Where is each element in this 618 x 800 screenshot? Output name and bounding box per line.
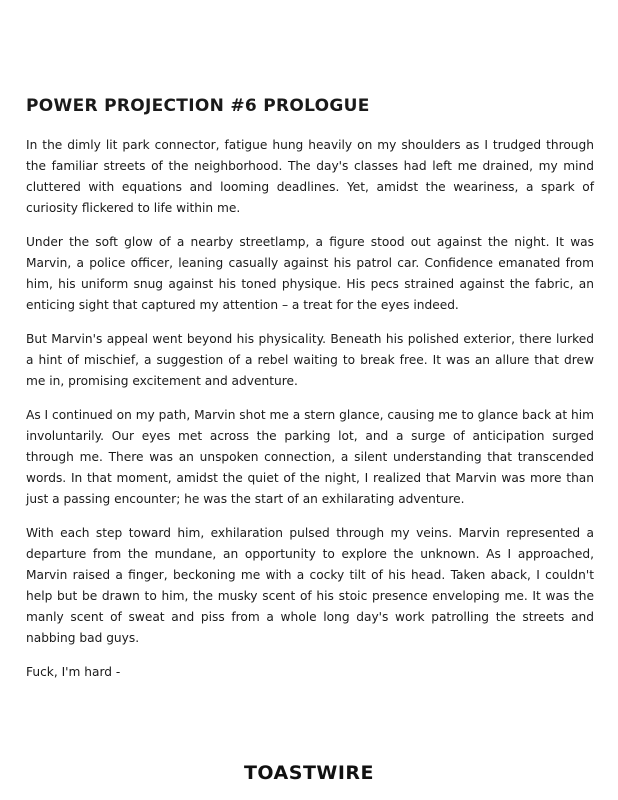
brand-logo-text: TOASTWIRE: [243, 762, 375, 784]
paragraph: Fuck, I'm hard -: [26, 665, 121, 679]
brand-logo: [0, 762, 618, 784]
document-body: [26, 94, 594, 696]
paragraph: As I continued on my path, Marvin shot me a stern glance, causing me to glance back at him involuntarily. Our eyes met across the parking lot, and a surge of anticipation surged through me. There was an unspoken connection, a silent understanding that transcended words. In that moment, amidst the quiet of the night, I realized that Marvin was more than just a passing encounter; he was the start of an exhilarating adventure.: [26, 408, 594, 506]
paragraph: In the dimly lit park connector, fatigue hung heavily on my shoulders as I trudged through the familiar streets of the neighborhood. The day's classes had left me drained, my mind cluttered with equations and looming deadlines. Yet, amidst the weariness, a spark of curiosity flickered to life within me.: [26, 138, 594, 215]
paragraph: But Marvin's appeal went beyond his physicality. Beneath his polished exterior, there lurked a hint of mischief, a suggestion of a rebel waiting to break free. It was an allure that drew me in, promising excitement and adventure.: [26, 332, 594, 388]
document-title: POWER PROJECTION #6 PROLOGUE: [26, 96, 370, 116]
paragraph: Under the soft glow of a nearby streetlamp, a figure stood out against the night. It was Marvin, a police officer, leaning casually against his patrol car. Confidence emanated from him, his uniform snug against his toned physique. His pecs strained against the fabric, an enticing sight that captured my attention – a treat for the eyes indeed.: [26, 235, 594, 312]
paragraph: With each step toward him, exhilaration pulsed through my veins. Marvin represented a departure from the mundane, an opportunity to explore the unknown. As I approached, Marvin raised a finger, beckoning me with a cocky tilt of his head. Taken aback, I couldn't help but be drawn to him, the musky scent of his stoic presence enveloping me. It was the manly scent of sweat and piss from a whole long day's work patrolling the streets and nabbing bad guys.: [26, 526, 594, 645]
